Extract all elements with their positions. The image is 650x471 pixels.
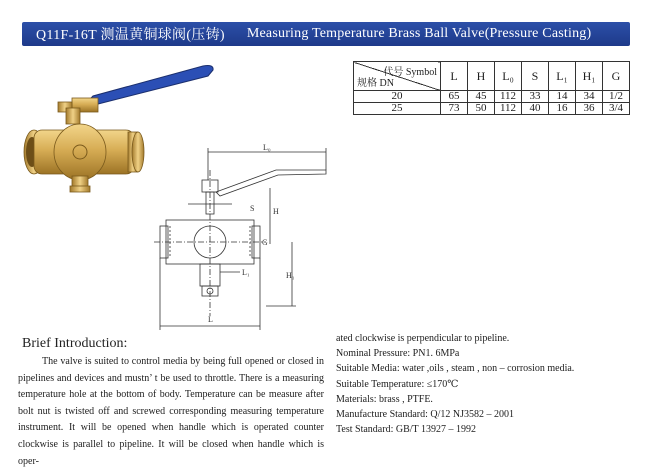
- label-l: L: [208, 315, 213, 324]
- label-l0: L₀: [263, 143, 271, 152]
- label-h: H: [273, 207, 279, 216]
- table-row: 20 65 45 112 33 14 34 1/2: [354, 91, 630, 103]
- col-header: G: [603, 62, 630, 91]
- spec-table: [353, 61, 630, 115]
- col-header: H₁: [576, 62, 603, 91]
- table-corner-header: 代号 Symbol 规格 DN: [354, 62, 441, 91]
- nominal-pressure: Nominal Pressure: PN1. 6MPa: [336, 348, 460, 360]
- table-row: 25 73 50 112 40 16 36 3/4: [354, 103, 630, 115]
- technical-drawing: [150, 140, 350, 335]
- label-h1: H₁: [286, 271, 295, 280]
- col-header: L₀: [495, 62, 522, 91]
- label-s: S: [250, 204, 255, 213]
- continuation-text: ated clockwise is perpendicular to pipeline.: [336, 333, 510, 344]
- materials: Materials: brass , PTFE.: [336, 393, 433, 405]
- manufacture-standard: Manufacture Standard: Q/12 NJ3582 – 2001: [336, 409, 515, 421]
- col-header: S: [522, 62, 549, 91]
- product-code: Q11F-16T 测温黄铜球阀(压铸): [36, 28, 225, 43]
- col-header: H: [468, 62, 495, 91]
- suitable-temperature: Suitable Temperature: ≤170℃: [336, 378, 459, 390]
- test-standard: Test Standard: GB/T 13927 – 1992: [336, 424, 476, 436]
- brief-title: Brief Introduction:: [22, 336, 128, 351]
- col-header: L: [441, 62, 468, 91]
- label-g: G: [262, 238, 268, 247]
- header-banner: [22, 22, 630, 46]
- brief-text: The valve is suited to control media by being full opened or closed in pipelines and devices and mustn’ t be used to throttle. There is a measuring temperature hole at the bottom of body. Temperature can be measure after bolt nut is twisted off and screwed corresponding measuring temperature instrument. It will be opened when handle which is operated counter clockwise is parallel to pipeline. It will be closed when handle which is oper-: [18, 356, 324, 467]
- product-title: Measuring Temperature Brass Ball Valve(Pressure Casting): [246, 26, 592, 41]
- spec-details: [336, 331, 636, 437]
- suitable-media: Suitable Media: water ,oils , steam , non – corrosion media.: [336, 363, 575, 375]
- col-header: L₁: [549, 62, 576, 91]
- label-l1: L₁: [242, 268, 250, 277]
